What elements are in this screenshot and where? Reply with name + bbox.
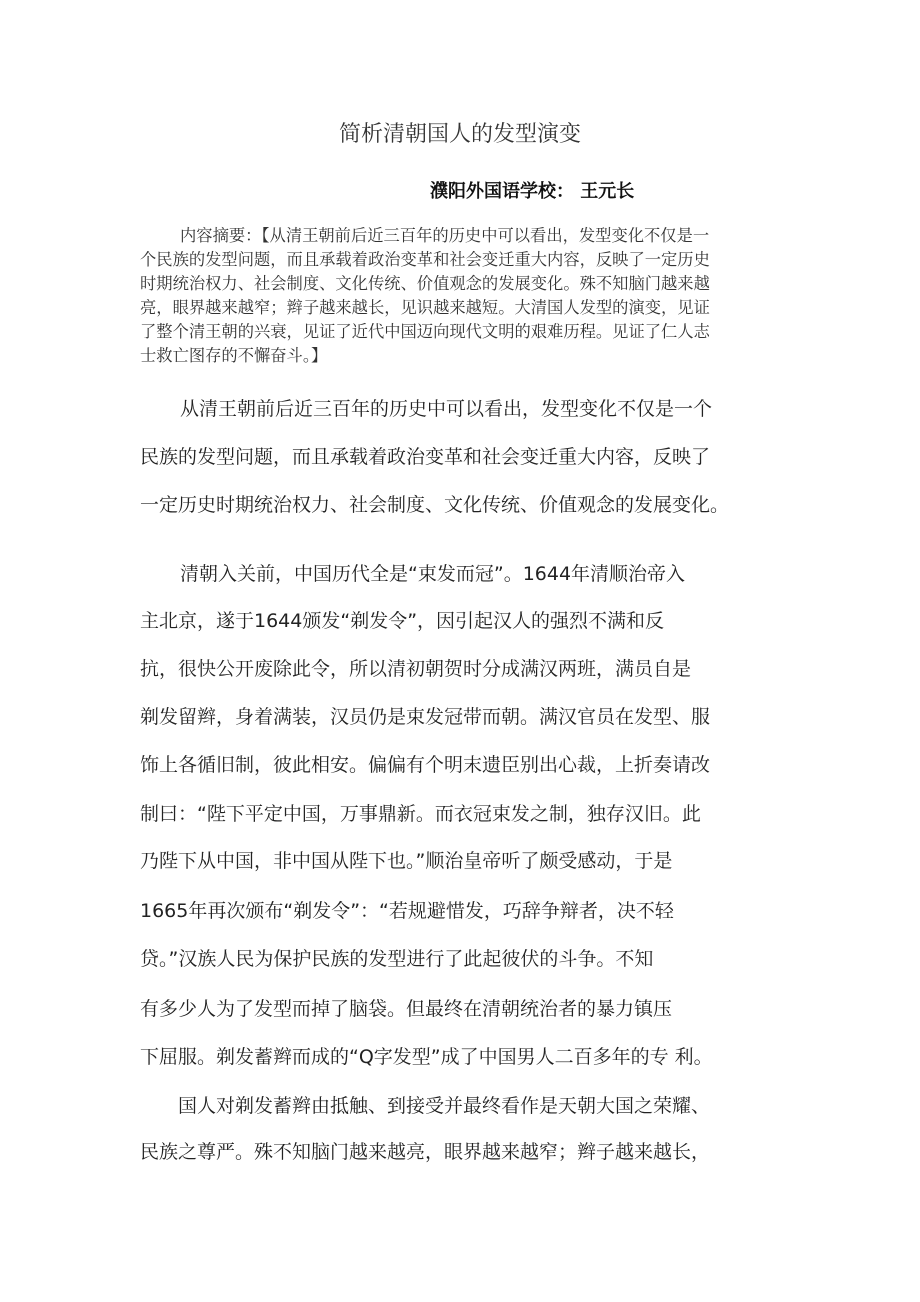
- document-title: 简析清朝国人的发型演变: [338, 122, 581, 147]
- body-line: 1665年再次颁布“剃发令”：“若规避惜发，巧辞争辩者，决不轻: [140, 900, 674, 922]
- body-line: 清朝入关前，中国历代全是“束发而冠”。1644年清顺治帝入: [180, 563, 686, 585]
- body-line: 主北京，遂于1644颁发“剃发令”，因引起汉人的强烈不满和反: [140, 610, 665, 632]
- body-line: 抗，很快公开废除此令，所以清初朝贺时分成满汉两班，满员自是: [140, 658, 692, 680]
- body-line: 制曰：“陛下平定中国，万事鼎新。而衣冠束发之制，独存汉旧。此: [140, 803, 701, 825]
- body-line: 有多少人为了发型而掉了脑袋。但最终在清朝统治者的暴力镇压: [140, 998, 673, 1020]
- abstract-line: 亮，眼界越来越窄；辫子越来越长，见识越来越短。大清国人发型的演变，见证: [140, 298, 710, 317]
- body-line: 下屈服。剃发蓄辫而成的“Q字发型”成了中国男人二百多年的专 利。: [140, 1046, 713, 1068]
- abstract-line: 士救亡图存的不懈奋斗。】: [140, 346, 328, 365]
- body-line: 民族的发型问题，而且承载着政治变革和社会变迁重大内容，反映了: [140, 446, 711, 468]
- body-line: 民族之尊严。殊不知脑门越来越亮，眼界越来越窄；辫子越来越长，: [140, 1141, 711, 1163]
- body-line: 一定历史时期统治权力、社会制度、文化传统、价值观念的发展变化。: [140, 494, 730, 516]
- abstract-line: 内容摘要：【从清王朝前后近三百年的历史中可以看出，发型变化不仅是一: [180, 226, 710, 245]
- abstract-line: 个民族的发型问题，而且承载着政治变革和社会变迁重大内容，反映了一定历史: [140, 250, 710, 269]
- body-line: 从清王朝前后近三百年的历史中可以看出，发型变化不仅是一个: [180, 398, 713, 420]
- author-line: 濮阳外国语学校： 王元长: [430, 181, 635, 202]
- body-line: 饰上各循旧制，彼此相安。偏偏有个明末遗臣别出心裁，上折奏请改: [140, 754, 711, 776]
- body-line: 剃发留辫，身着满装，汉员仍是束发冠带而朝。满汉官员在发型、服: [140, 706, 711, 728]
- body-line: 贷。”汉族人民为保护民族的发型进行了此起彼伏的斗争。不知: [140, 948, 654, 970]
- body-line: 国人对剃发蓄辫由抵触、到接受并最终看作是天朝大国之荣耀、: [178, 1095, 711, 1117]
- abstract-line: 了整个清王朝的兴衰，见证了近代中国迈向现代文明的艰难历程。见证了仁人志: [140, 322, 710, 341]
- abstract-line: 时期统治权力、社会制度、文化传统、价值观念的发展变化。殊不知脑门越来越: [140, 274, 710, 293]
- body-line: 乃陛下从中国，非中国从陛下也。”顺治皇帝听了颇受感动，于是: [140, 850, 673, 872]
